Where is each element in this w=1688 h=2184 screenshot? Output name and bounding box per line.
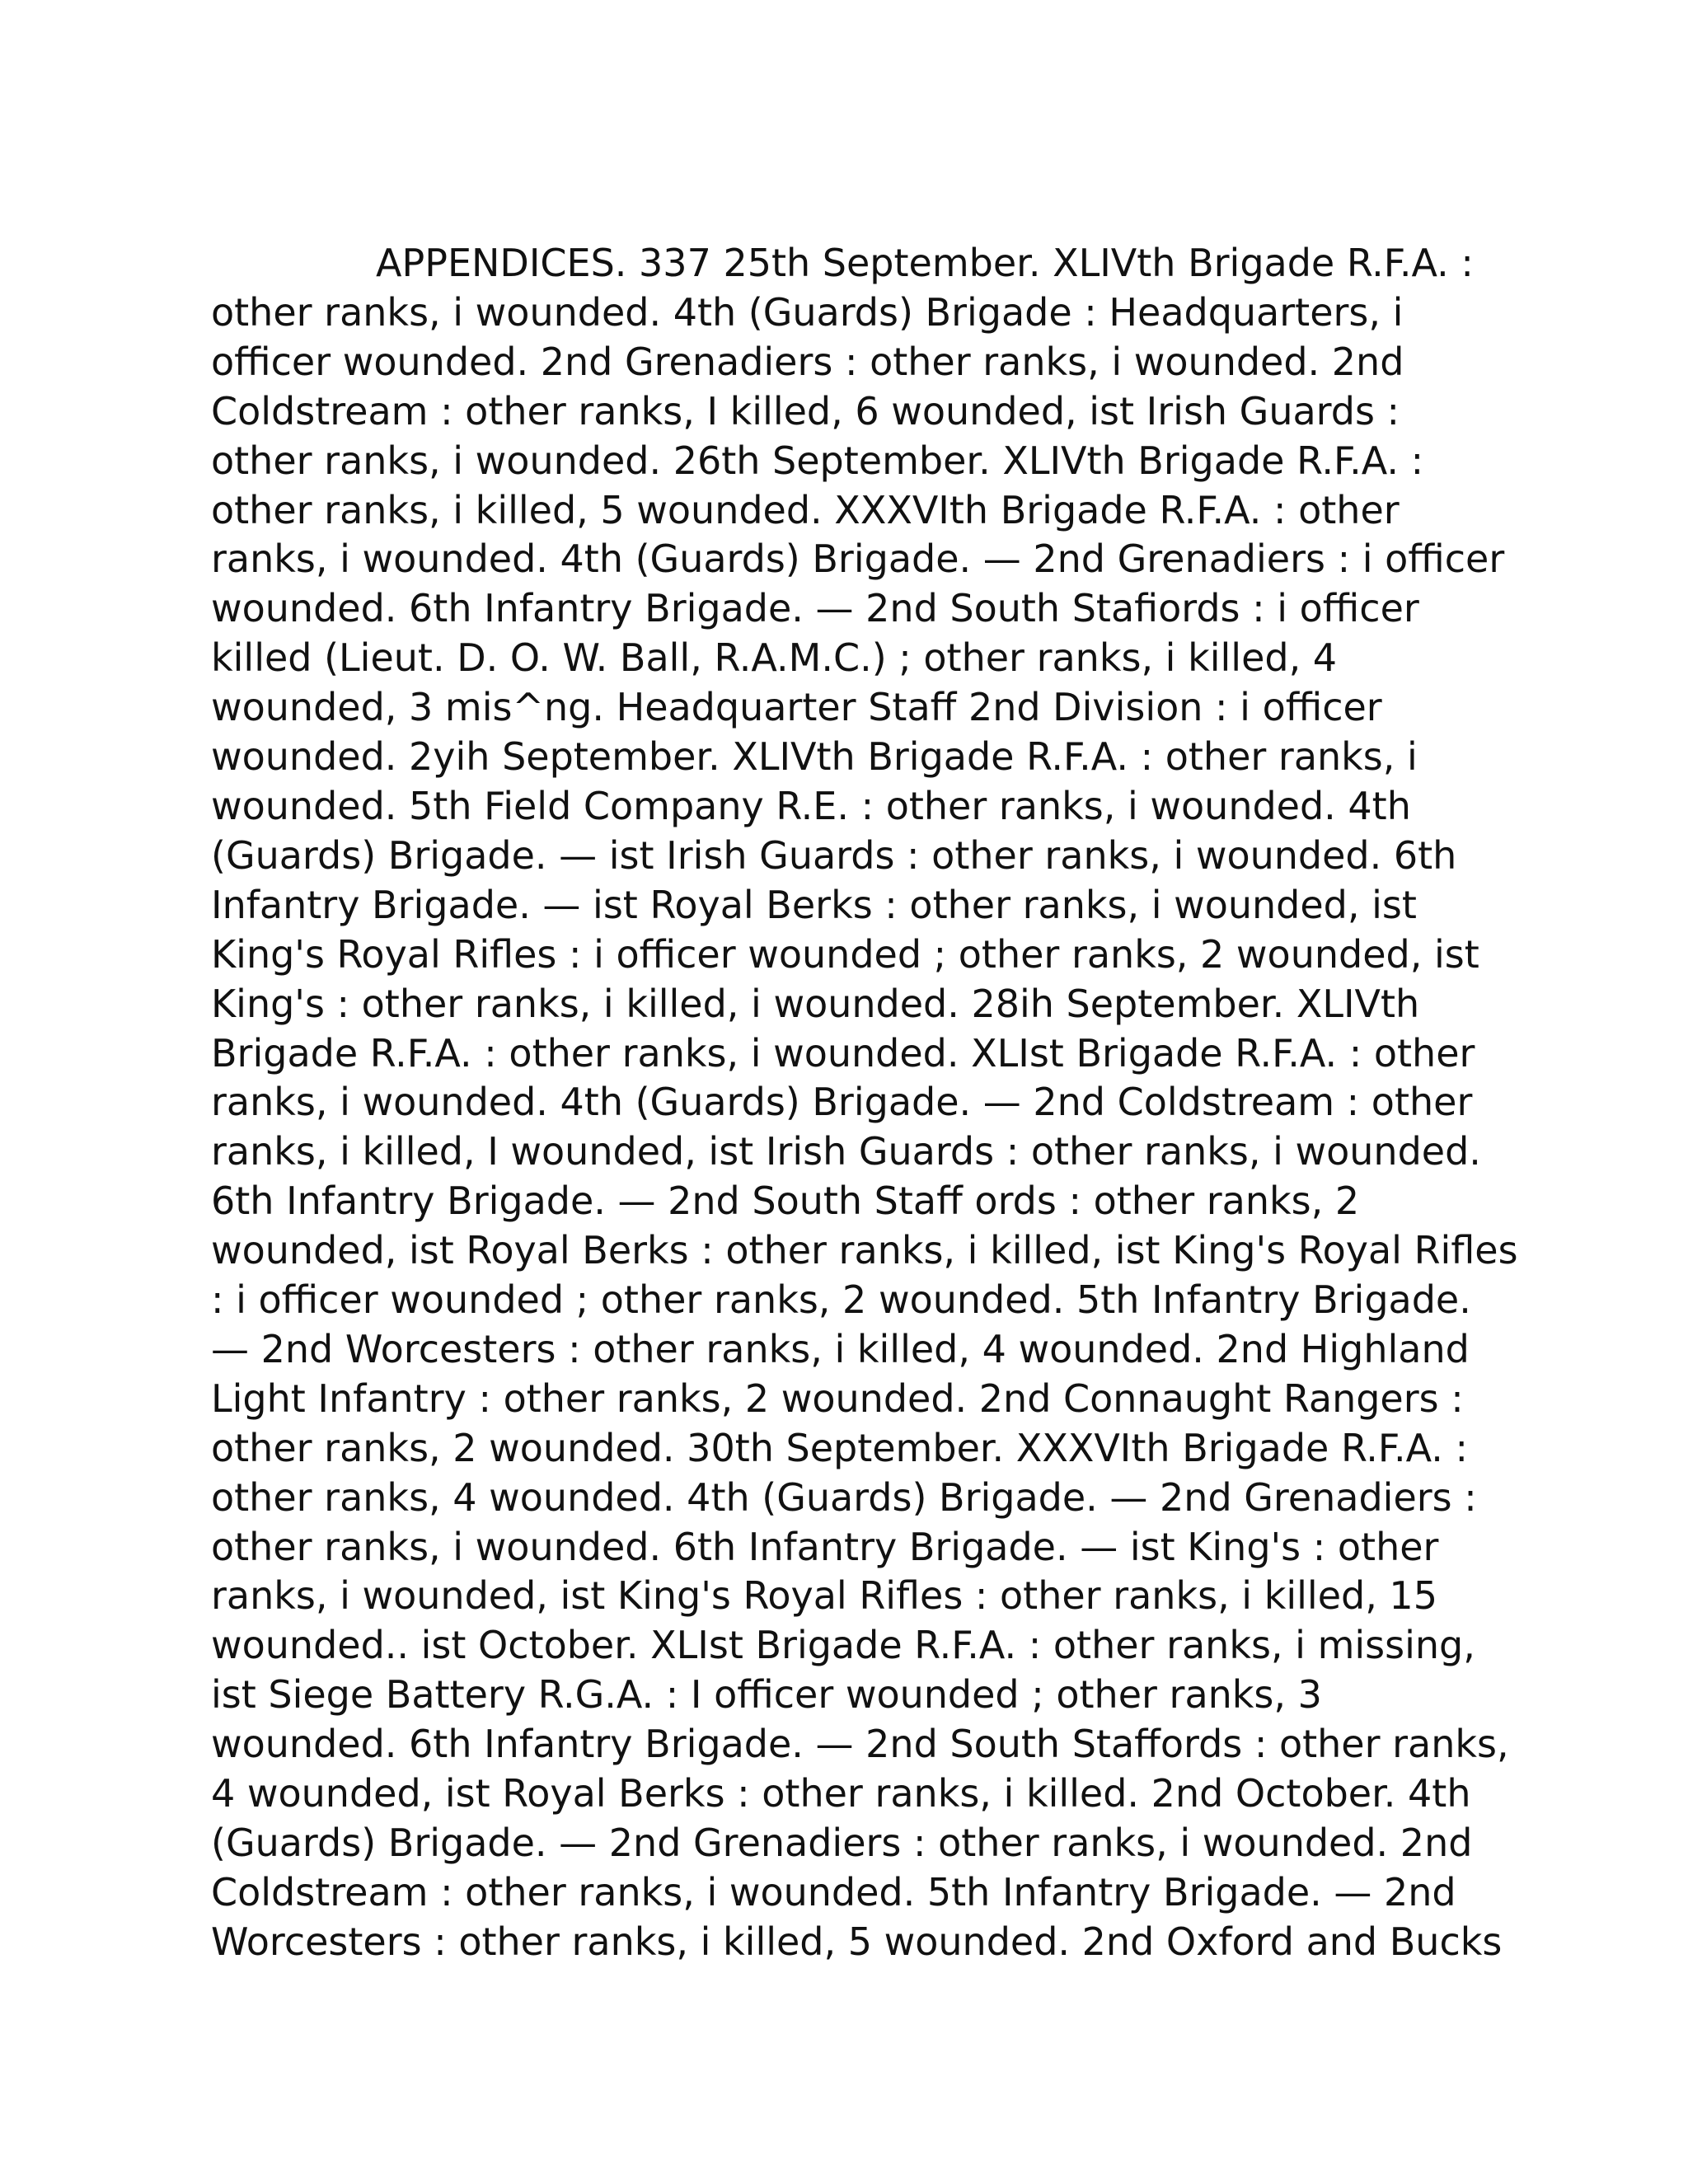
text-line: other ranks, i wounded. 26th September. XLIVth Brigade R.F.A. :	[211, 438, 1424, 483]
text-line: ranks, i killed, I wounded, ist Irish Guards : other ranks, i wounded.	[211, 1129, 1481, 1174]
text-line: other ranks, 2 wounded. 30th September. XXXVIth Brigade R.F.A. :	[211, 1425, 1468, 1470]
text-line: Coldstream : other ranks, i wounded. 5th Infantry Brigade. — 2nd	[211, 1869, 1456, 1915]
text-line: — 2nd Worcesters : other ranks, i killed, 4 wounded. 2nd Highland	[211, 1326, 1470, 1371]
text-line: wounded.. ist October. XLIst Brigade R.F.A. : other ranks, i missing,	[211, 1623, 1475, 1668]
text-line: (Guards) Brigade. — 2nd Grenadiers : other ranks, i wounded. 2nd	[211, 1821, 1473, 1865]
text-line: Light Infantry : other ranks, 2 wounded. 2nd Connaught Rangers :	[211, 1376, 1464, 1421]
text-line: officer wounded. 2nd Grenadiers : other ranks, i wounded. 2nd	[211, 339, 1404, 384]
text-line: ranks, i wounded. 4th (Guards) Brigade. — 2nd Grenadiers : i officer	[211, 537, 1505, 582]
text-line: 6th Infantry Brigade. — 2nd South Staff ords : other ranks, 2	[211, 1179, 1360, 1224]
text-line: other ranks, 4 wounded. 4th (Guards) Brigade. — 2nd Grenadiers :	[211, 1474, 1477, 1520]
text-line: King's Royal Rifles : i officer wounded ; other ranks, 2 wounded, ist	[211, 931, 1479, 977]
text-line: wounded. 5th Field Company R.E. : other ranks, i wounded. 4th	[211, 783, 1411, 828]
text-line: wounded, 3 mis^ng. Headquarter Staff 2nd Division : i officer	[211, 685, 1382, 730]
text-line: Infantry Brigade. — ist Royal Berks : other ranks, i wounded, ist	[211, 882, 1417, 927]
body-text	[211, 239, 1518, 1967]
text-line: wounded. 6th Infantry Brigade. — 2nd South Stafiords : i officer	[211, 586, 1419, 631]
text-line: King's : other ranks, i killed, i wounded. 28ih September. XLIVth	[211, 981, 1420, 1026]
text-line: wounded. 2yih September. XLIVth Brigade R.F.A. : other ranks, i	[211, 734, 1418, 780]
text-line: ranks, i wounded. 4th (Guards) Brigade. — 2nd Coldstream : other	[211, 1080, 1473, 1125]
text-line: : i officer wounded ; other ranks, 2 wounded. 5th Infantry Brigade.	[211, 1277, 1471, 1323]
text-line: wounded. 6th Infantry Brigade. — 2nd South Staffords : other ranks,	[211, 1722, 1509, 1767]
text-line: Brigade R.F.A. : other ranks, i wounded. XLIst Brigade R.F.A. : other	[211, 1030, 1475, 1076]
text-line: wounded, ist Royal Berks : other ranks, i killed, ist King's Royal Rifles	[211, 1228, 1518, 1273]
text-line-heading: APPENDICES. 337 25th September. XLIVth Brigade R.F.A. :	[376, 241, 1474, 285]
text-line: ist Siege Battery R.G.A. : I officer wounded ; other ranks, 3	[211, 1672, 1322, 1718]
text-line: other ranks, i killed, 5 wounded. XXXVIth Brigade R.F.A. : other	[211, 487, 1400, 532]
text-line: Worcesters : other ranks, i killed, 5 wounded. 2nd Oxford and Bucks	[211, 1919, 1503, 1964]
text-line: Coldstream : other ranks, I killed, 6 wounded, ist Irish Guards :	[211, 388, 1400, 434]
text-line: killed (Lieut. D. O. W. Ball, R.A.M.C.) ; other ranks, i killed, 4	[211, 635, 1338, 681]
text-line: ranks, i wounded, ist King's Royal Rifles : other ranks, i killed, 15	[211, 1573, 1437, 1619]
text-line: (Guards) Brigade. — ist Irish Guards : other ranks, i wounded. 6th	[211, 832, 1457, 878]
text-line: 4 wounded, ist Royal Berks : other ranks, i killed. 2nd October. 4th	[211, 1771, 1471, 1816]
text-line: other ranks, i wounded. 6th Infantry Brigade. — ist King's : other	[211, 1524, 1439, 1569]
text-line: other ranks, i wounded. 4th (Guards) Brigade : Headquarters, i	[211, 289, 1404, 335]
